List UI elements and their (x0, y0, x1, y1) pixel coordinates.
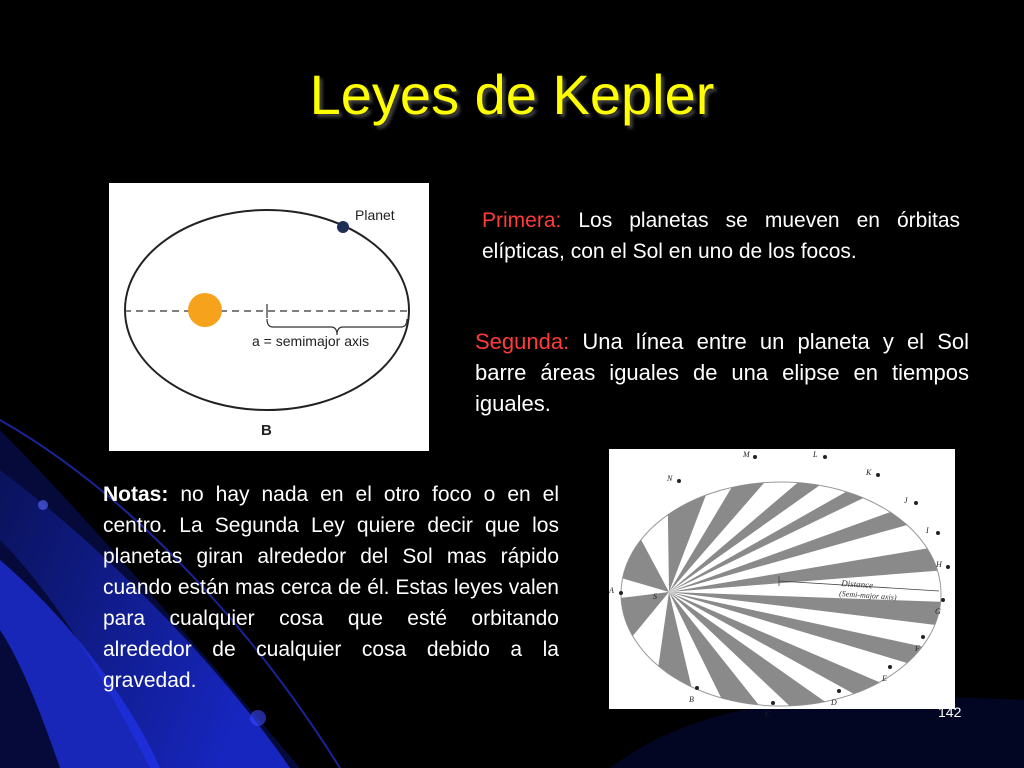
first-law-paragraph (482, 205, 960, 267)
orbit-letter-a: A (609, 586, 614, 595)
notes-body: no hay nada en el otro foco o en el centro. La Segunda Ley quiere decir que los planetas giran alrededor del Sol mas rápido cuando están mas cerca de él. Estas leyes valen para cualquier cosa que esté orbitando alrededor de cualquier cosa debido a la gravedad. (103, 483, 559, 692)
sun-icon (188, 293, 222, 327)
orbit-letter-b: B (689, 695, 694, 704)
orbit-letter-j: J (904, 496, 908, 505)
orbit-point-d (837, 689, 841, 693)
second-law-body: Una línea entre un planeta y el Sol barre áreas iguales de una elipse en tiempos iguales. (475, 329, 969, 416)
orbit-letter-e: E (882, 674, 887, 683)
distance-label: Distance (840, 578, 874, 591)
orbit-point-h (946, 565, 950, 569)
distance-sub-label: (Semi-major axis) (838, 589, 897, 603)
orbit-point-f (921, 635, 925, 639)
orbit-point-e (888, 665, 892, 669)
orbit-letter-f: F (915, 644, 920, 653)
orbit-point-n (677, 479, 681, 483)
first-law-body: Los planetas se mueven en órbitas elípticas, con el Sol en uno de los focos. (482, 209, 960, 263)
first-law-lead: Primera: (482, 209, 562, 232)
notes-lead: Notas: (103, 483, 169, 506)
orbit-point-c (771, 701, 775, 705)
orbit-letter-c: C (765, 710, 771, 719)
area-sector-14 (621, 592, 669, 636)
orbit-letter-s: S (653, 592, 657, 601)
orbit-letter-l: L (813, 450, 818, 459)
orbit-letter-d: D (831, 698, 837, 707)
orbit-letter-k: K (866, 468, 872, 477)
orbit-letter-m: M (743, 450, 750, 459)
notes-paragraph (103, 479, 559, 696)
planet-icon (337, 221, 349, 233)
second-law-paragraph (475, 326, 969, 419)
slide-title: Leyes de Kepler (309, 63, 715, 126)
orbit-figure (109, 183, 429, 451)
orbit-point-i (936, 531, 940, 535)
area-sector-1 (623, 540, 669, 592)
orbit-point-g (941, 598, 945, 602)
orbit-letter-h: H (936, 560, 942, 569)
panel-label: B (261, 422, 272, 439)
orbit-diagram (109, 183, 429, 451)
orbit-point-k (876, 473, 880, 477)
slide-number: 142 (938, 704, 962, 720)
orbit-point-a (619, 591, 623, 595)
orbit-letter-i: I (926, 526, 929, 535)
orbit-point-b (695, 686, 699, 690)
orbit-letter-g: G (935, 607, 941, 616)
orbit-letter-n: N (667, 474, 673, 483)
axis-label: a = semimajor axis (252, 333, 370, 349)
area-sector-8 (669, 592, 941, 625)
orbit-point-m (753, 455, 757, 459)
planet-label: Planet (355, 207, 395, 223)
orbit-point-l (823, 455, 827, 459)
orbit-point-j (914, 501, 918, 505)
second-law-lead: Segunda: (475, 329, 570, 354)
